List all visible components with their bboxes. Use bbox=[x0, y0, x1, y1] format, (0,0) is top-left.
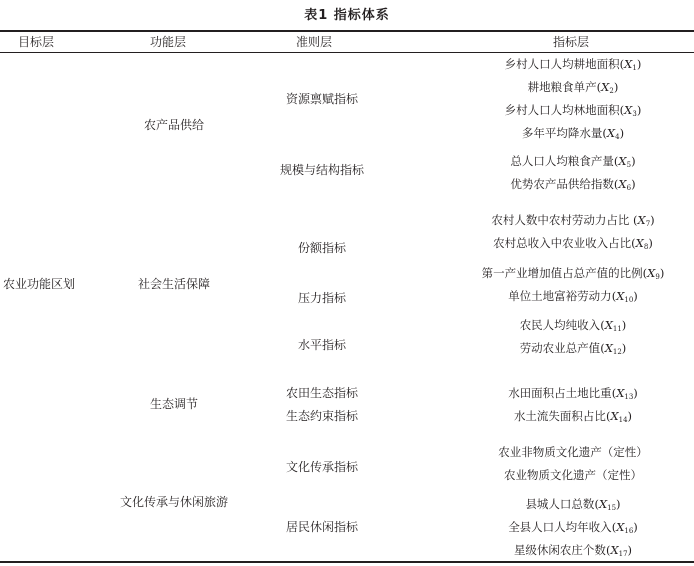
indicator-cell: 劳动农业总产值$(X_{12})$ bbox=[519, 341, 627, 356]
criterion-cell: 规模与结构指标 bbox=[279, 163, 364, 177]
indicator-cell: 星级休闲农庄个数$(X_{17})$ bbox=[513, 543, 633, 558]
indicator-label: 县城人口总数 bbox=[525, 497, 595, 511]
indicator-label: 星级休闲农庄个数 bbox=[513, 543, 606, 557]
indicator-cell: 全县人口人均年收入$(X_{16})$ bbox=[508, 520, 638, 535]
indicator-cell: 县城人口总数$(X_{15})$ bbox=[525, 497, 621, 512]
table-caption: 表1 指标体系 bbox=[304, 8, 390, 23]
indicator-cell: 单位土地富裕劳动力$(X_{10})$ bbox=[508, 289, 638, 304]
indicator-subscript: 4 bbox=[615, 133, 620, 141]
header-rule bbox=[0, 52, 694, 53]
header-goal: 目标层 bbox=[18, 35, 55, 49]
indicator-cell: 优势农产品供给指数$(X_6)$ bbox=[510, 177, 636, 192]
indicator-symbol: X bbox=[647, 266, 656, 280]
function-cell: 生态调节 bbox=[149, 397, 198, 411]
indicator-cell bbox=[443, 445, 694, 459]
indicator-symbol: X bbox=[616, 520, 625, 534]
indicator-subscript: 7 bbox=[645, 220, 651, 228]
indicator-subscript: 17 bbox=[618, 550, 628, 558]
indicator-cell: 多年平均降水量$(X_4)$ bbox=[521, 126, 625, 141]
indicator-label: 劳动农业总产值 bbox=[519, 341, 601, 355]
criterion-cell: 压力指标 bbox=[297, 291, 346, 305]
indicator-subscript: 14 bbox=[618, 416, 628, 424]
indicator-symbol: X bbox=[637, 213, 646, 227]
indicator-cell: 总人口人均粮食产量$(X_5)$ bbox=[510, 154, 636, 169]
indicator-cell: 水土流失面积占比$(X_{14})$ bbox=[513, 409, 633, 424]
indicator-label: 优势农产品供给指数 bbox=[510, 177, 614, 191]
indicator-symbol: X bbox=[606, 126, 616, 140]
indicator-label: 耕地粮食单产 bbox=[527, 80, 597, 94]
function-cell: 文化传承与休闲旅游 bbox=[119, 495, 228, 509]
header-criterion: 准则层 bbox=[296, 35, 333, 49]
indicator-subscript: 8 bbox=[643, 243, 649, 251]
criterion-cell: 水平指标 bbox=[297, 338, 346, 352]
indicator-subscript: 9 bbox=[655, 273, 660, 281]
indicator-cell bbox=[443, 468, 694, 482]
indicator-label: 乡村人口人均耕地面积 bbox=[504, 57, 620, 71]
indicator-symbol: X bbox=[616, 289, 625, 303]
header-function: 功能层 bbox=[150, 35, 187, 49]
indicator-cell: 乡村人口人均林地面积$(X_3)$ bbox=[504, 103, 642, 118]
indicator-symbol: X bbox=[618, 154, 627, 168]
indicator-cell: 水田面积占土地比重$(X_{13})$ bbox=[508, 386, 638, 401]
indicator-symbol: X bbox=[618, 177, 627, 191]
indicator-label: 乡村人口人均林地面积 bbox=[504, 103, 620, 117]
indicator-cell: 第一产业增加值占总产值的比例$(X_9)$ bbox=[481, 266, 665, 281]
indicator-label: 农村总收入中农业收入占比 bbox=[493, 236, 632, 250]
function-cell: 社会生活保障 bbox=[137, 277, 210, 291]
indicator-label: 水田面积占土地比重 bbox=[508, 386, 612, 400]
indicator-cell: 农民人均纯收入$(X_{11})$ bbox=[519, 318, 627, 333]
bottom-rule bbox=[0, 561, 694, 563]
indicator-symbol: X bbox=[616, 386, 625, 400]
indicator-subscript: 6 bbox=[626, 184, 632, 192]
indicator-symbol: X bbox=[604, 318, 613, 332]
indicator-subscript: 1 bbox=[632, 64, 637, 72]
criterion-cell: 生态约束指标 bbox=[285, 409, 358, 423]
indicator-symbol: X bbox=[601, 80, 610, 94]
indicator-subscript: 3 bbox=[632, 110, 637, 118]
criterion-cell: 文化传承指标 bbox=[285, 460, 358, 474]
indicator-symbol: X bbox=[610, 543, 619, 557]
criterion-cell: 份额指标 bbox=[297, 241, 346, 255]
criterion-cell: 居民休闲指标 bbox=[285, 520, 358, 534]
indicator-label: 单位土地富裕劳动力 bbox=[508, 289, 612, 303]
function-cell: 农产品供给 bbox=[143, 118, 204, 132]
header-indicator: 指标层 bbox=[553, 35, 590, 49]
indicator-cell: 农村人数中农村劳动力占比 $(X_7)$ bbox=[491, 213, 655, 228]
goal-cell: 农业功能区划 bbox=[3, 277, 76, 291]
indicator-cell: 农村总收入中农业收入占比$(X_8)$ bbox=[493, 236, 653, 251]
indicator-symbol: X bbox=[604, 341, 613, 355]
indicator-label: 农民人均纯收入 bbox=[519, 318, 601, 332]
indicator-label: 水土流失面积占比 bbox=[513, 409, 606, 423]
indicator-symbol: X bbox=[598, 497, 608, 511]
top-rule bbox=[0, 30, 694, 32]
indicator-symbol: X bbox=[624, 103, 633, 117]
indicator-cell: 耕地粮食单产$(X_2)$ bbox=[527, 80, 619, 95]
indicator-subscript: 10 bbox=[624, 296, 634, 304]
indicator-label: 第一产业增加值占总产值的比例 bbox=[481, 266, 643, 280]
criterion-cell: 资源禀赋指标 bbox=[285, 92, 358, 106]
indicator-symbol: X bbox=[635, 236, 644, 250]
indicator-subscript: 12 bbox=[612, 348, 622, 356]
indicator-symbol: X bbox=[610, 409, 619, 423]
indicator-label: 多年平均降水量 bbox=[521, 126, 603, 140]
indicator-subscript: 11 bbox=[612, 325, 622, 333]
indicator-subscript: 16 bbox=[624, 527, 634, 535]
indicator-symbol: X bbox=[624, 57, 633, 71]
indicator-label: 农业非物质文化遗产（定性） bbox=[498, 445, 648, 459]
indicator-subscript: 5 bbox=[626, 161, 632, 169]
indicator-subscript: 15 bbox=[607, 504, 617, 512]
indicator-label: 全县人口人均年收入 bbox=[508, 520, 612, 534]
indicator-label: 总人口人均粮食产量 bbox=[510, 154, 614, 168]
indicator-label: 农业物质文化遗产（定性） bbox=[504, 468, 642, 482]
criterion-cell: 农田生态指标 bbox=[285, 386, 358, 400]
indicator-cell: 乡村人口人均耕地面积$(X_1)$ bbox=[504, 57, 642, 72]
indicator-subscript: 2 bbox=[609, 87, 614, 95]
indicator-subscript: 13 bbox=[624, 393, 634, 401]
indicator-label: 农村人数中农村劳动力占比 bbox=[491, 213, 633, 227]
